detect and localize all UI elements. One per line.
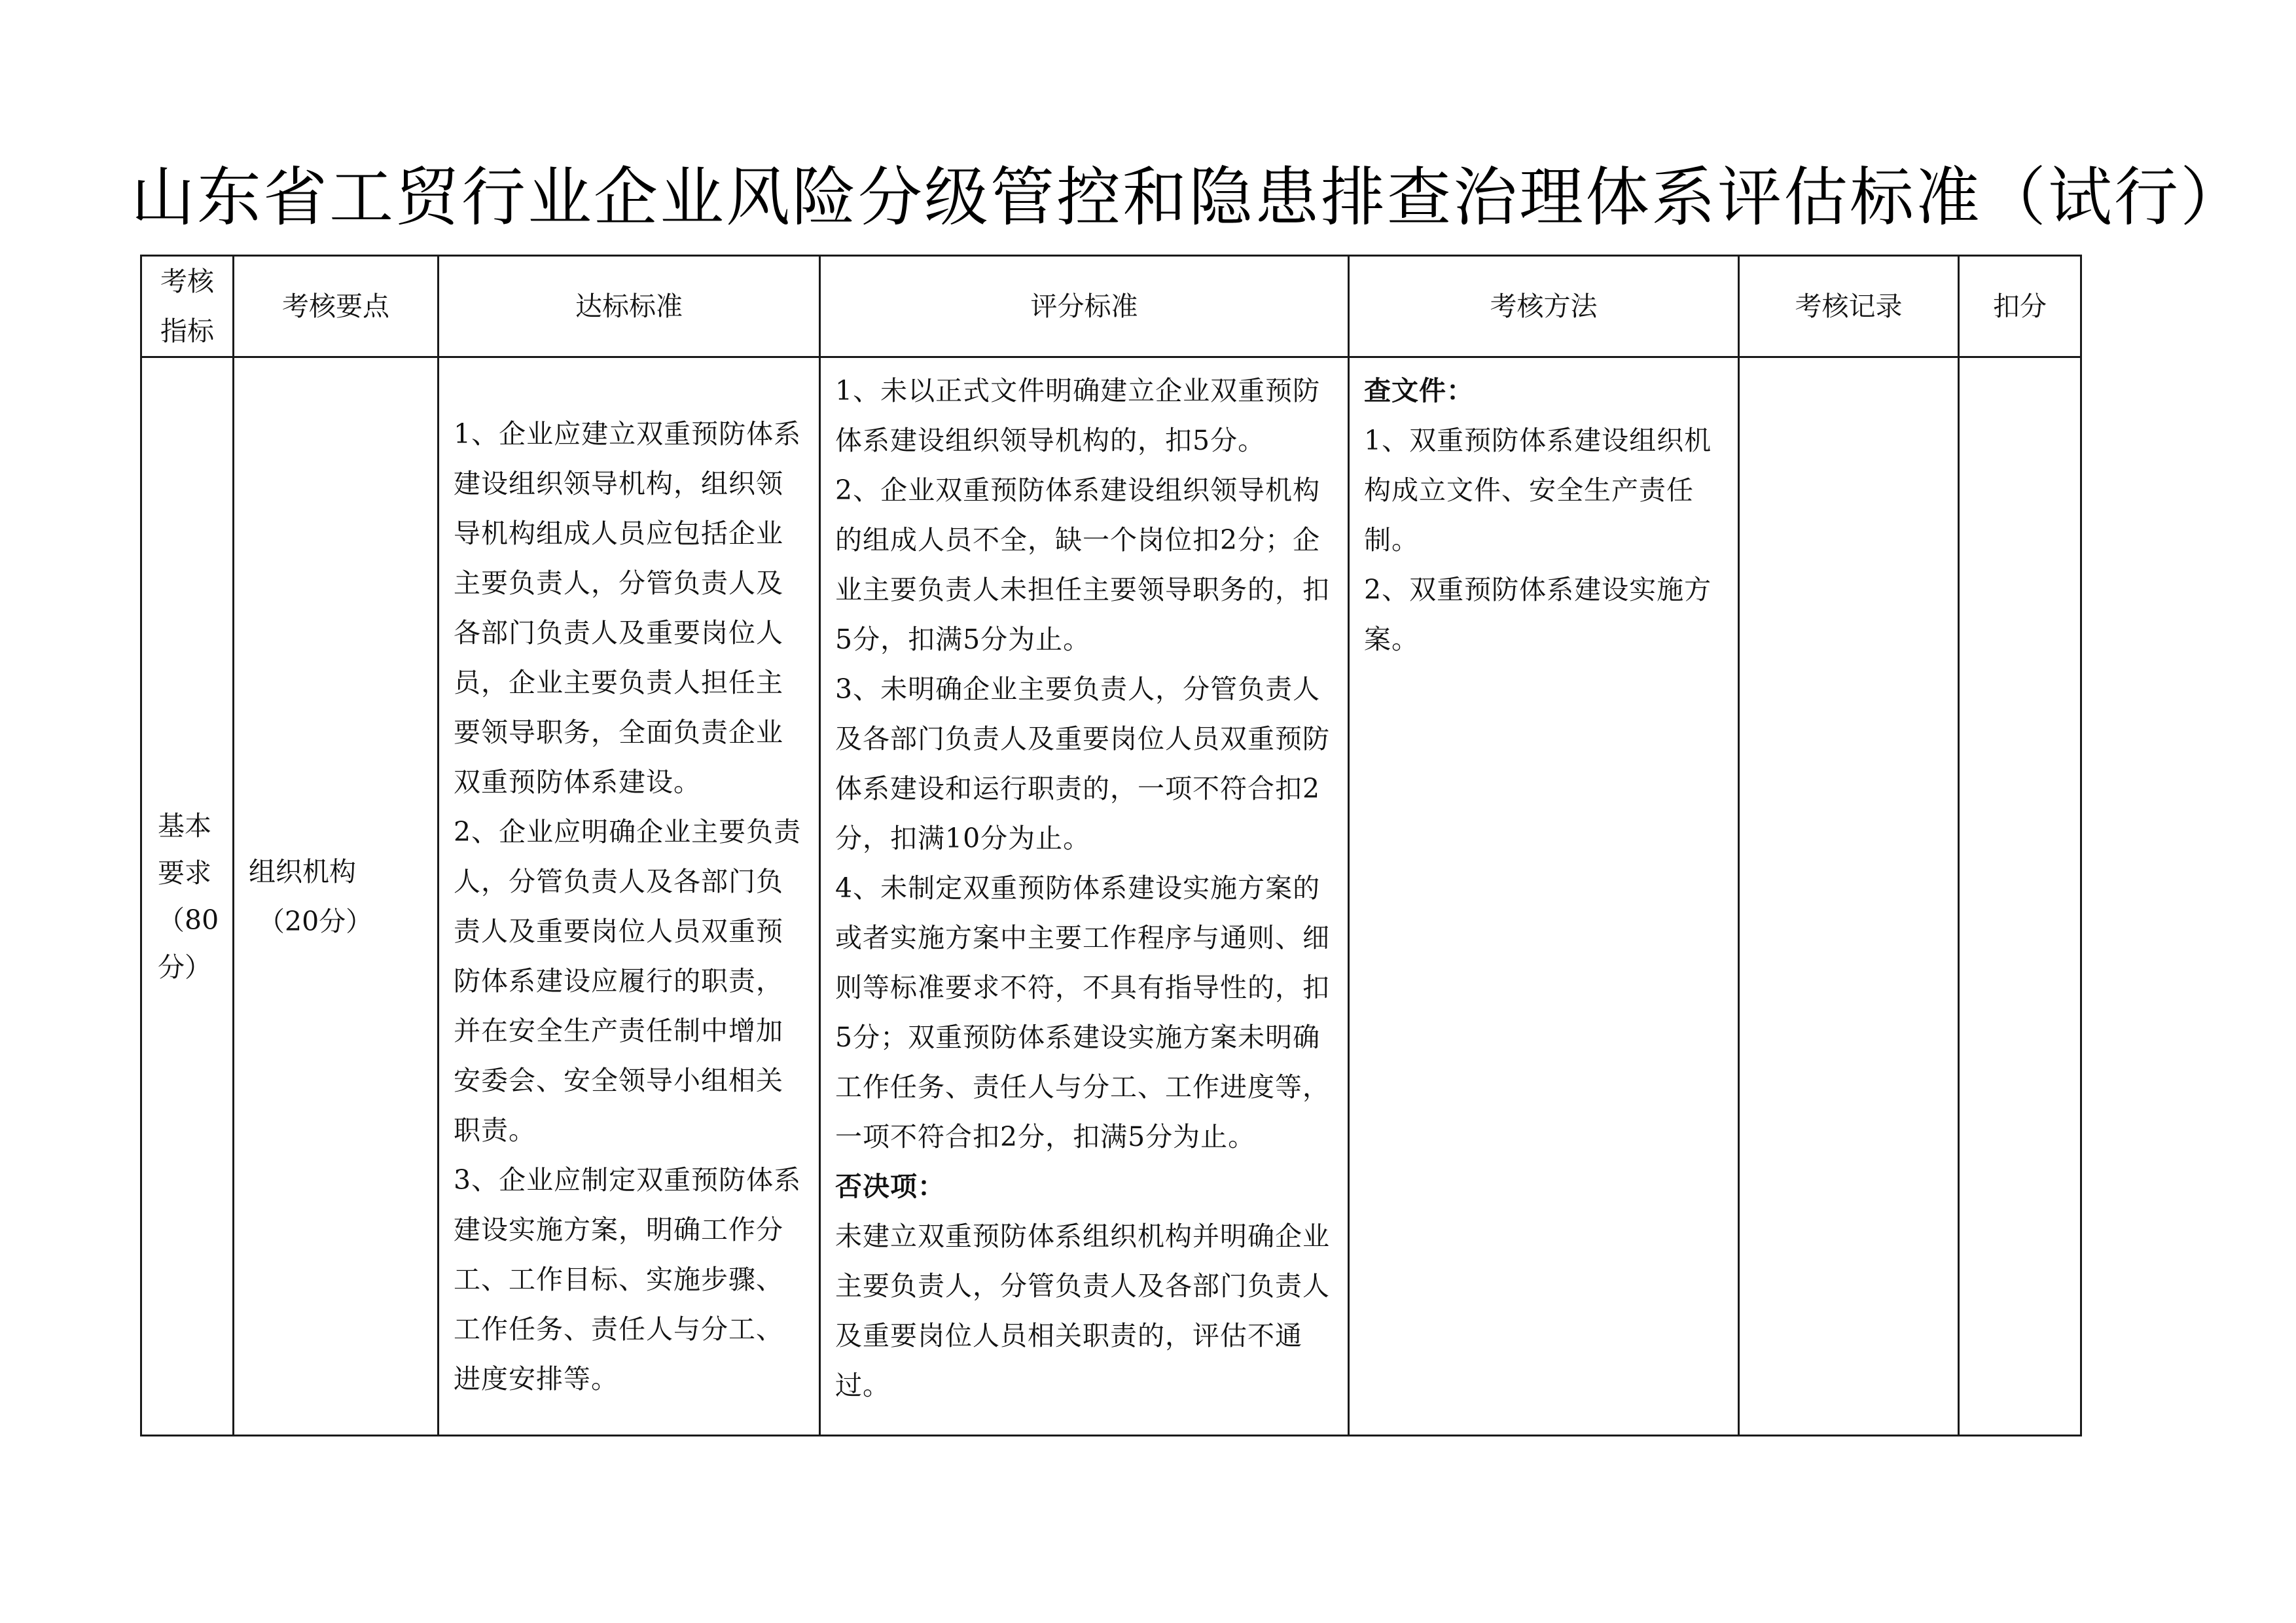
standard-paragraph-3: 3、企业应制定双重预防体系建设实施方案，明确工作分工、工作目标、实施步骤、工作任务、责任人与分工、进度安排等。 [454,1164,802,1395]
header-deduction: 扣分 [1959,256,2081,357]
header-method: 考核方法 [1349,256,1739,357]
table-header-row [141,256,2081,357]
standard-paragraph-2: 2、企业应明确企业主要负责人，分管负责人及各部门负责人及重要岗位人员双重预防体系建设应履行的职责，并在安全生产责任制中增加安委会、安全领导小组相关职责。 [454,815,802,1146]
scoring-cell [820,357,1349,1436]
indicator-line4: 分） [158,951,211,983]
evaluation-table [140,255,2082,1436]
header-record: 考核记录 [1739,256,1959,357]
standard-paragraph-1: 1、企业应建立双重预防体系建设组织领导机构，组织领导机构组成人员应包括企业主要负责人，分管负责人及各部门负责人及重要岗位人员，企业主要负责人担任主要领导职务，全面负责企业双重预防体系建设。 [454,418,802,798]
scoring-paragraph-1: 1、未以正式文件明确建立企业双重预防体系建设组织领导机构的，扣5分。 [835,375,1321,456]
standard-text [439,389,819,1404]
deduction-cell[interactable] [1959,357,2081,1436]
method-cell [1349,357,1739,1436]
veto-label: 否决项： [835,1171,945,1202]
record-cell[interactable] [1739,357,1959,1436]
header-key-points: 考核要点 [234,256,439,357]
indicator-cell [141,357,234,1436]
key-point-cell [234,357,439,1436]
key-point-line1: 组织机构 [249,855,356,887]
indicator-line2: 要求 [158,857,211,889]
method-paragraph-2: 2、双重预防体系建设实施方案。 [1364,574,1712,655]
header-indicator-line1: 考核 [160,266,214,297]
method-label: 查文件： [1364,375,1474,406]
header-standard: 达标标准 [439,256,820,357]
method-text [1350,358,1738,664]
scoring-paragraph-4: 4、未制定双重预防体系建设实施方案的或者实施方案中主要工作程序与通则、细则等标准要求不符，不具有指导性的，扣5分；双重预防体系建设实施方案未明确工作任务、责任人与分工、工作进度等，一项不符合扣2分，扣满5分为止。 [835,872,1330,1152]
scoring-paragraph-3: 3、未明确企业主要负责人，分管负责人及各部门负责人及重要岗位人员双重预防体系建设和运行职责的，一项不符合扣2分，扣满10分为止。 [835,673,1330,854]
veto-text: 未建立双重预防体系组织机构并明确企业主要负责人，分管负责人及各部门负责人及重要岗位人员相关职责的，评估不通过。 [835,1221,1330,1401]
header-indicator-line2: 指标 [160,315,214,347]
standard-cell [439,357,820,1436]
key-point-line2: （20分） [258,905,373,937]
document-title: 山东省工贸行业企业风险分级管控和隐患排查治理体系评估标准（试行） [131,160,2247,235]
indicator-line1: 基本 [158,810,211,842]
header-indicator [141,256,234,357]
scoring-text [821,358,1348,1410]
table-row [141,357,2081,1436]
header-scoring: 评分标准 [820,256,1349,357]
indicator-line3: （80 [158,904,219,936]
method-paragraph-1: 1、双重预防体系建设组织机构成立文件、安全生产责任制。 [1364,425,1712,556]
scoring-paragraph-2: 2、企业双重预防体系建设组织领导机构的组成人员不全，缺一个岗位扣2分；企业主要负责人未担任主要领导职务的，扣5分，扣满5分为止。 [835,474,1330,655]
